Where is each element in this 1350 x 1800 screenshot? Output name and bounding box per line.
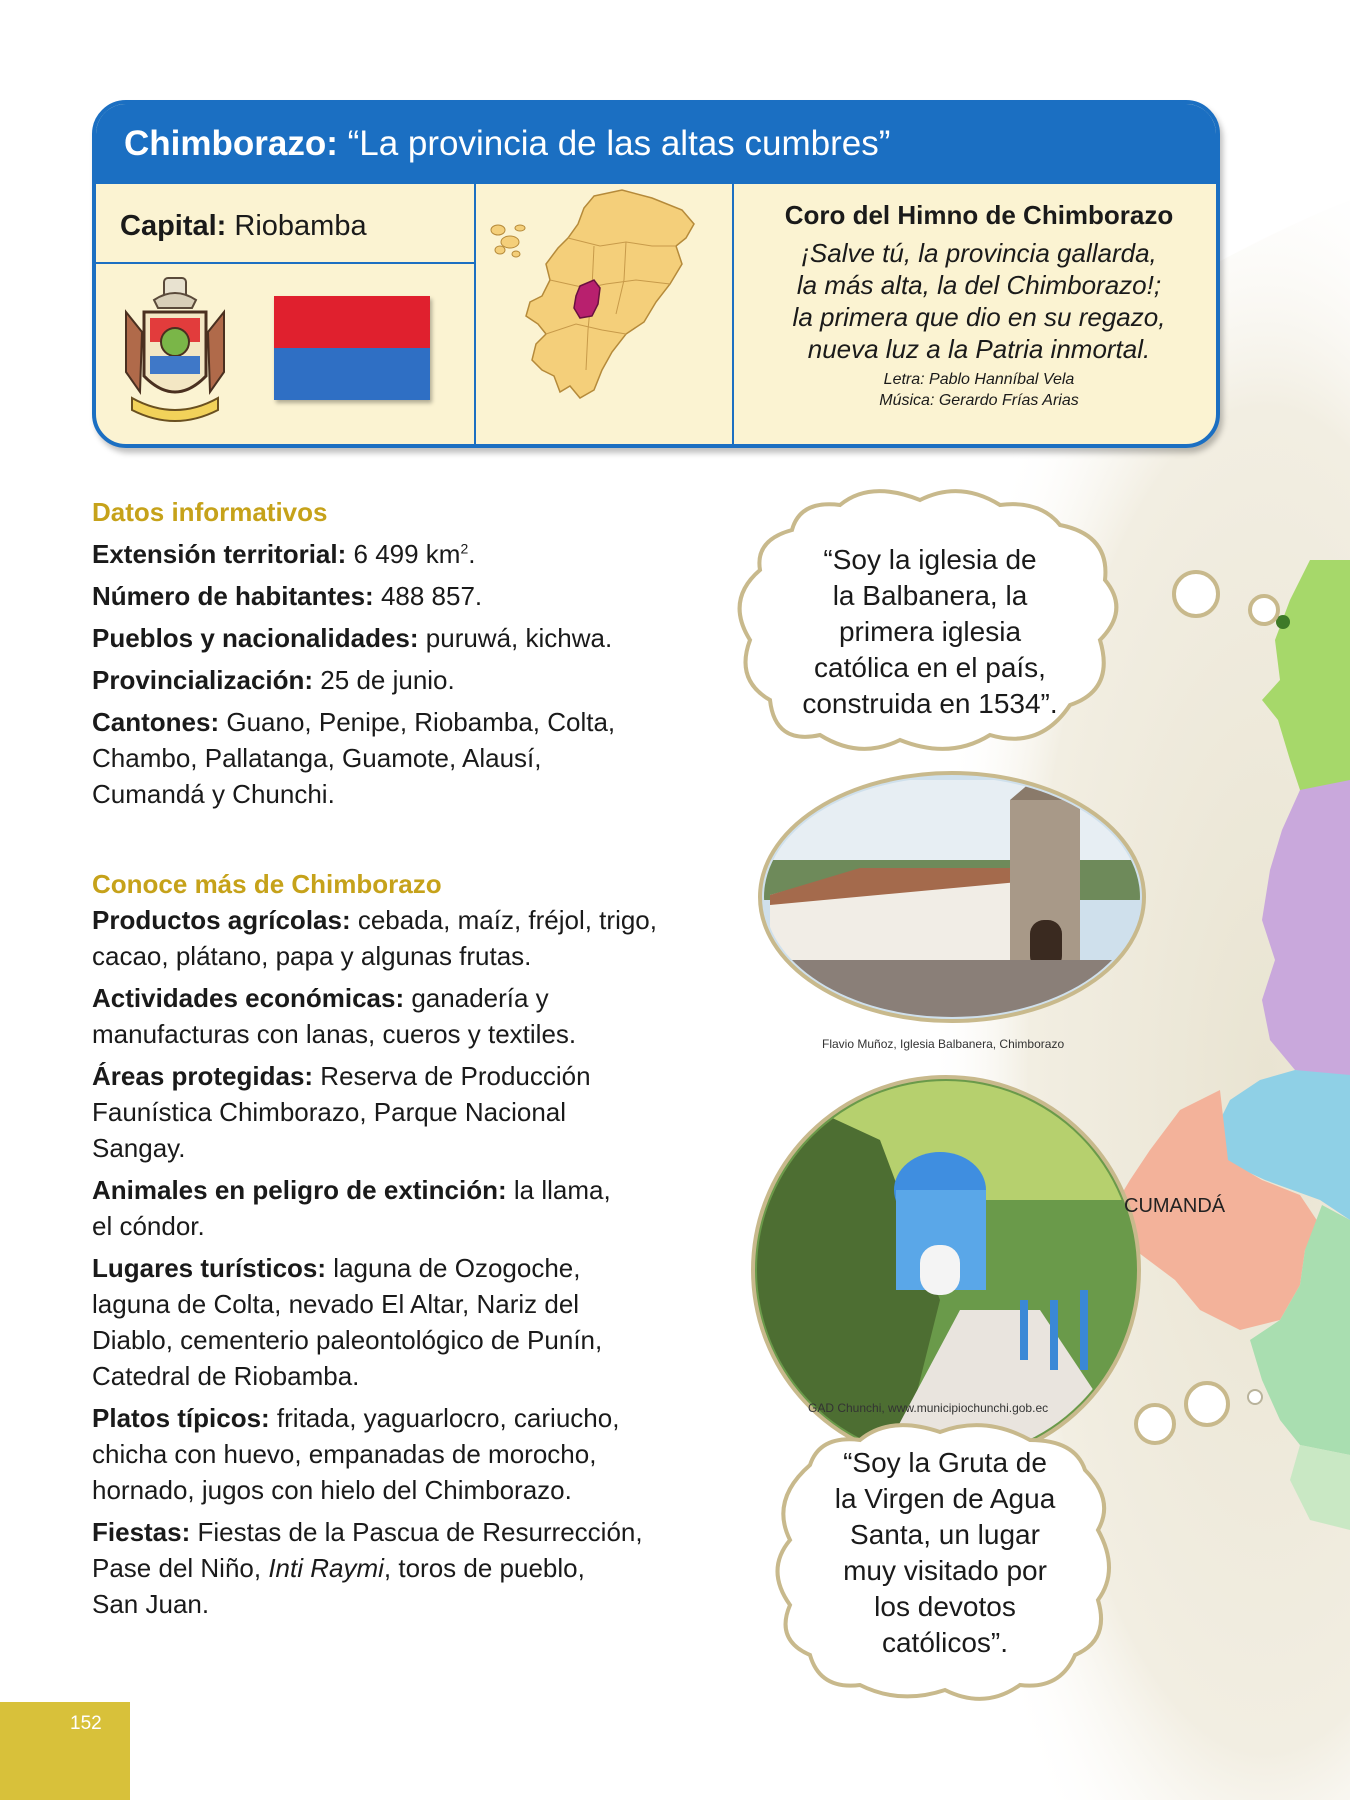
bubble2-line: muy visitado por <box>843 1555 1047 1586</box>
conoce-title: Conoce más de Chimborazo <box>92 869 442 899</box>
lugares-label: Lugares turísticos: <box>92 1253 327 1283</box>
anthem-title: Coro del Himno de Chimborazo <box>784 200 1174 230</box>
animales-line: la llama, <box>506 1175 611 1205</box>
extension-label: Extensión territorial: <box>92 539 347 569</box>
fiestas-line: Pase del Niño, <box>92 1553 269 1583</box>
actividades-label: Actividades económicas: <box>92 983 405 1013</box>
fiestas-line: Fiestas de la Pascua de Resurrección, <box>190 1517 643 1547</box>
card-title-bold: Chimborazo: <box>124 124 338 163</box>
bubble1-text <box>770 542 1090 722</box>
anthem-line: la más alta, la del Chimborazo!; <box>796 270 1162 300</box>
cantones-line: Chambo, Pallatanga, Guamote, Alausí, <box>92 743 542 773</box>
anthem-line: la primera que dio en su regazo, <box>792 302 1166 332</box>
datos-title: Datos informativos <box>92 497 328 527</box>
pueblos-value: puruwá, kichwa. <box>418 623 613 653</box>
areas-line: Reserva de Producción <box>313 1061 591 1091</box>
lugares-line: Diablo, cementerio paleontológico de Punín, <box>92 1325 603 1355</box>
habitantes-value: 488 857. <box>373 581 483 611</box>
platos-line: hornado, jugos con hielo del Chimborazo. <box>92 1475 572 1505</box>
fiestas-line: , toros de pueblo, <box>383 1553 585 1583</box>
areas-label: Áreas protegidas: <box>92 1061 314 1091</box>
animales-label: Animales en peligro de extinción: <box>92 1175 507 1205</box>
page-number: 152 <box>70 1713 102 1734</box>
bubble2-text <box>790 1445 1100 1661</box>
bubble2-line: los devotos <box>874 1591 1016 1622</box>
actividades-line: ganadería y <box>404 983 549 1013</box>
productos-line: cacao, plátano, papa y algunas frutas. <box>92 941 532 971</box>
anthem-line: ¡Salve tú, la provincia gallarda, <box>801 238 1157 268</box>
cantones-line: Cumandá y Chunchi. <box>92 779 335 809</box>
lugares-line: laguna de Colta, nevado El Altar, Nariz del <box>92 1289 580 1319</box>
productos-label: Productos agrícolas: <box>92 905 351 935</box>
bubble1-line: construida en 1534”. <box>802 688 1058 719</box>
bubble1-line: “Soy la iglesia de <box>823 544 1037 575</box>
capital-value: Riobamba <box>226 210 367 242</box>
card-title-rest: “La provincia de las altas cumbres” <box>337 124 891 163</box>
map-label-cumanda: CUMANDÁ <box>1124 1195 1226 1217</box>
bubble2-line: Santa, un lugar <box>850 1519 1040 1550</box>
extension-end: . <box>468 539 476 569</box>
platos-label: Platos típicos: <box>92 1403 270 1433</box>
provincializacion-value: 25 de junio. <box>313 665 455 695</box>
platos-line: chicha con huevo, empanadas de morocho, <box>92 1439 597 1469</box>
animales-line: el cóndor. <box>92 1211 205 1241</box>
photo1-credit: Flavio Muñoz, Iglesia Balbanera, Chimborazo <box>822 1037 1065 1051</box>
platos-line: fritada, yaguarlocro, cariucho, <box>269 1403 620 1433</box>
bubble2-line: la Virgen de Agua <box>834 1483 1056 1514</box>
actividades-line: manufacturas con lanas, cueros y textiles. <box>92 1019 577 1049</box>
anthem-lyricist: Letra: Pablo Hanníbal Vela <box>883 371 1075 388</box>
productos-line: cebada, maíz, fréjol, trigo, <box>350 905 657 935</box>
bubble1-line: católica en el país, <box>814 652 1046 683</box>
balbanera-photo <box>760 770 1150 1021</box>
bubble1-line: la Balbanera, la <box>832 580 1028 611</box>
bubble2-line: católicos”. <box>881 1627 1009 1658</box>
lugares-line: laguna de Ozogoche, <box>326 1253 581 1283</box>
habitantes-label: Número de habitantes: <box>92 581 374 611</box>
provincializacion-label: Provincialización: <box>92 665 314 695</box>
photo2-credit: GAD Chunchi, www.municipiochunchi.gob.ec <box>808 1401 1049 1415</box>
capital-label: Capital: <box>120 210 227 242</box>
cantones-label: Cantones: <box>92 707 220 737</box>
areas-line: Faunística Chimborazo, Parque Nacional <box>92 1097 567 1127</box>
extension-sup: 2 <box>460 540 469 557</box>
bubble1-line: primera iglesia <box>838 616 1022 647</box>
cantones-line: Guano, Penipe, Riobamba, Colta, <box>219 707 616 737</box>
extension-value: 6 499 km <box>346 539 461 569</box>
anthem-composer: Música: Gerardo Frías Arias <box>879 392 1079 409</box>
page-number-strip <box>0 1702 130 1800</box>
bubble2-line: “Soy la Gruta de <box>843 1447 1047 1478</box>
fiestas-line: San Juan. <box>92 1589 210 1619</box>
fiestas-label: Fiestas: <box>92 1517 191 1547</box>
pueblos-label: Pueblos y nacionalidades: <box>92 623 419 653</box>
areas-line: Sangay. <box>92 1133 186 1163</box>
anthem-line: nueva luz a la Patria inmortal. <box>807 334 1151 364</box>
lugares-line: Catedral de Riobamba. <box>92 1361 360 1391</box>
fiestas-italic: Inti Raymi <box>268 1553 384 1583</box>
